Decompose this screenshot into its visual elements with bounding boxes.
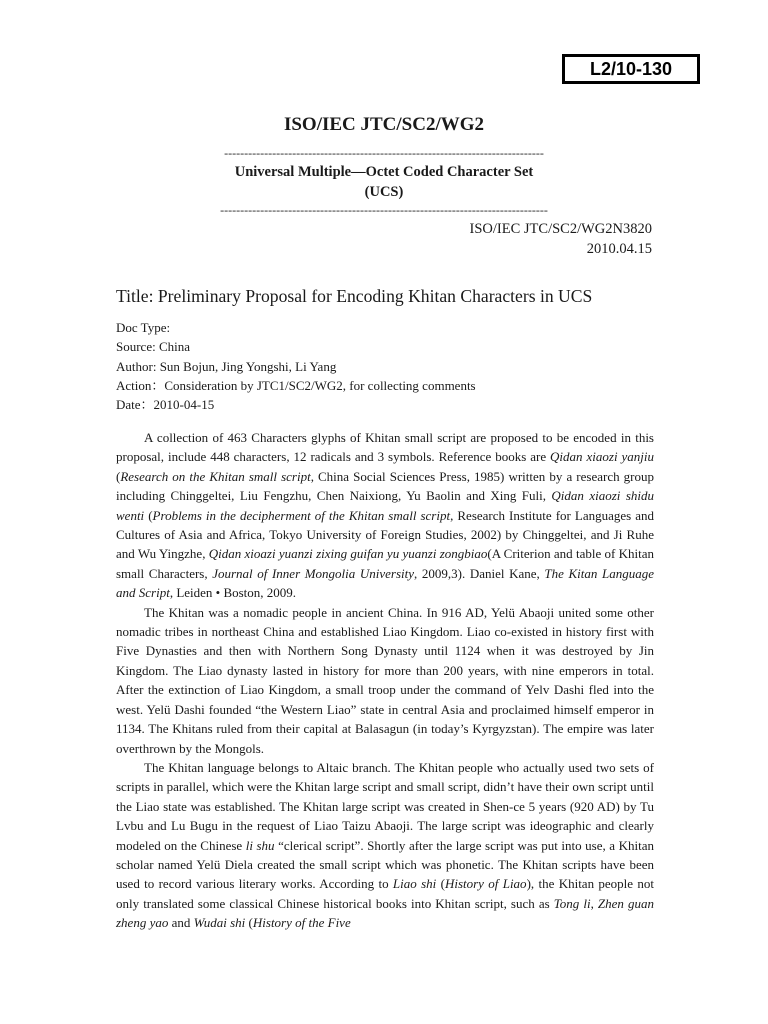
body-text xyxy=(116,428,654,933)
document-date: 2010.04.15 xyxy=(586,241,652,257)
date: Date：2010-04-15 xyxy=(116,397,215,413)
text-run: , xyxy=(590,895,598,911)
text-run: (A Criterion and table of Khitan small Characters, xyxy=(116,546,654,581)
book-title: Tong li xyxy=(553,895,591,911)
term: li shu xyxy=(245,837,275,853)
book-title: Research on the Khitan small script xyxy=(120,468,311,484)
ucs-title-line1: Universal Multiple—Octet Coded Character Set xyxy=(234,164,534,180)
text-run: , Leiden • Boston, 2009. xyxy=(169,585,297,601)
book-title: The Kitan Language and Script xyxy=(116,565,654,601)
book-title: Wudai shi xyxy=(193,915,246,931)
action: Action：Consideration by JTC1/SC2/WG2, for collecting comments xyxy=(116,377,476,393)
paragraph-2: The Khitan was a nomadic people in ancient China. In 916 AD, Yelü Abaoji united some other nomadic tribes in northeast China and established Liao Kingdom. Liao co-existed in history first with Five Dynasties and then with Northern Song Dynasty until 1124 when it was destroyed by Jin Kingdom. The Liao dynasty lasted in history for more than 200 years, with nine emperors in total. After the extinction of Liao Kingdom, a small troop under the command of Yelv Dashi fled into the west. Yelü Dashi founded “the Western Liao” state in central Asia and proclaimed himself emperor in 1134. The Khitans ruled from their capital at Balasagun (in today’s Kyrgyzstan). The empire was later overthrown by the Mongols. xyxy=(116,604,654,756)
text-run: , Research Institute for Languages and Cultures of Asia and Africa, Tokyo University of Foreign Studies, 2002) by Chinggeltei, and Ji Ruhe and Wu Yingzhe, xyxy=(116,507,654,562)
doc-type: Doc Type: xyxy=(116,320,171,335)
text-run: , China Social Sciences Press, 1985) written by a research group including Chinggeltei, Liu Fengzhu, Chen Naixiong, Yu Baolin and Xing Fuli, xyxy=(116,468,654,504)
text-run: ( xyxy=(436,876,445,892)
ucs-title-line2: (UCS) xyxy=(364,184,404,200)
text-run: and xyxy=(168,915,194,931)
paragraph-3 xyxy=(116,758,654,933)
book-title: Problems in the decipherment of the Khitan small script xyxy=(152,507,451,523)
source: Source: China xyxy=(116,339,191,355)
working-group-title: ISO/IEC JTC/SC2/WG2 xyxy=(283,114,485,135)
text-run: A collection of 463 Characters glyphs of Khitan small script are proposed to be encoded in this proposal, include 448 characters, 12 radicals and 3 symbols. Reference books are xyxy=(116,430,654,465)
text-run: ( xyxy=(245,915,253,931)
author: Author: Sun Bojun, Jing Yongshi, Li Yang xyxy=(116,358,337,374)
text-run: ( xyxy=(144,507,153,523)
metadata-block xyxy=(116,318,656,414)
book-title: Qidan xioazi yuanzi zixing guifan yu yuanzi zongbiao xyxy=(208,546,488,562)
book-title: Liao shi xyxy=(392,876,437,892)
journal-title: Journal of Inner Mongolia University xyxy=(212,565,415,581)
separator-line: -------------------------------------------------------------------------------- xyxy=(224,146,544,160)
paragraph-1 xyxy=(116,428,654,603)
text-run: ( xyxy=(116,468,121,484)
text-run: ), the Khitan people not only translated some classical Chinese historical books into Khitan script, such as xyxy=(116,876,655,911)
text-run: , 2009,3). Daniel Kane, xyxy=(414,565,545,581)
book-title: Qidan xiaozi shidu wenti xyxy=(116,488,654,523)
document-number: ISO/IEC JTC/SC2/WG2N3820 xyxy=(469,221,652,237)
proposal-title: Title: Preliminary Proposal for Encoding Khitan Characters in UCS xyxy=(116,286,593,306)
text-run: The Khitan language belongs to Altaic branch. The Khitan people who actually used two sets of scripts in parallel, which were the Khitan large script and small script, didn’t have their own script until the Liao state was established. The Khitan large script was created in Shen-ce 5 years (920 AD) by Tu Lvbu and Lu Bugu in the request of Liao Taizu Abaoji. The large script was ideographic and clearly modeled on the Chinese xyxy=(116,759,654,853)
book-title: History of Liao xyxy=(444,876,527,892)
text-run: “clerical script”. Shortly after the large script was put into use, a Khitan scholar named Yelü Diela created the small script which was phonetic. The Khitan scripts have been used to record various literary works. According to xyxy=(116,837,654,892)
separator-line: ---------------------------------------------------------------------------------- xyxy=(220,203,548,217)
document-reference-box: L2/10-130 xyxy=(562,54,700,84)
book-title: Qidan xiaozi yanjiu xyxy=(550,449,654,465)
book-title: Zhen guan zheng yao xyxy=(116,895,654,931)
book-title: History of the Five xyxy=(252,915,351,931)
